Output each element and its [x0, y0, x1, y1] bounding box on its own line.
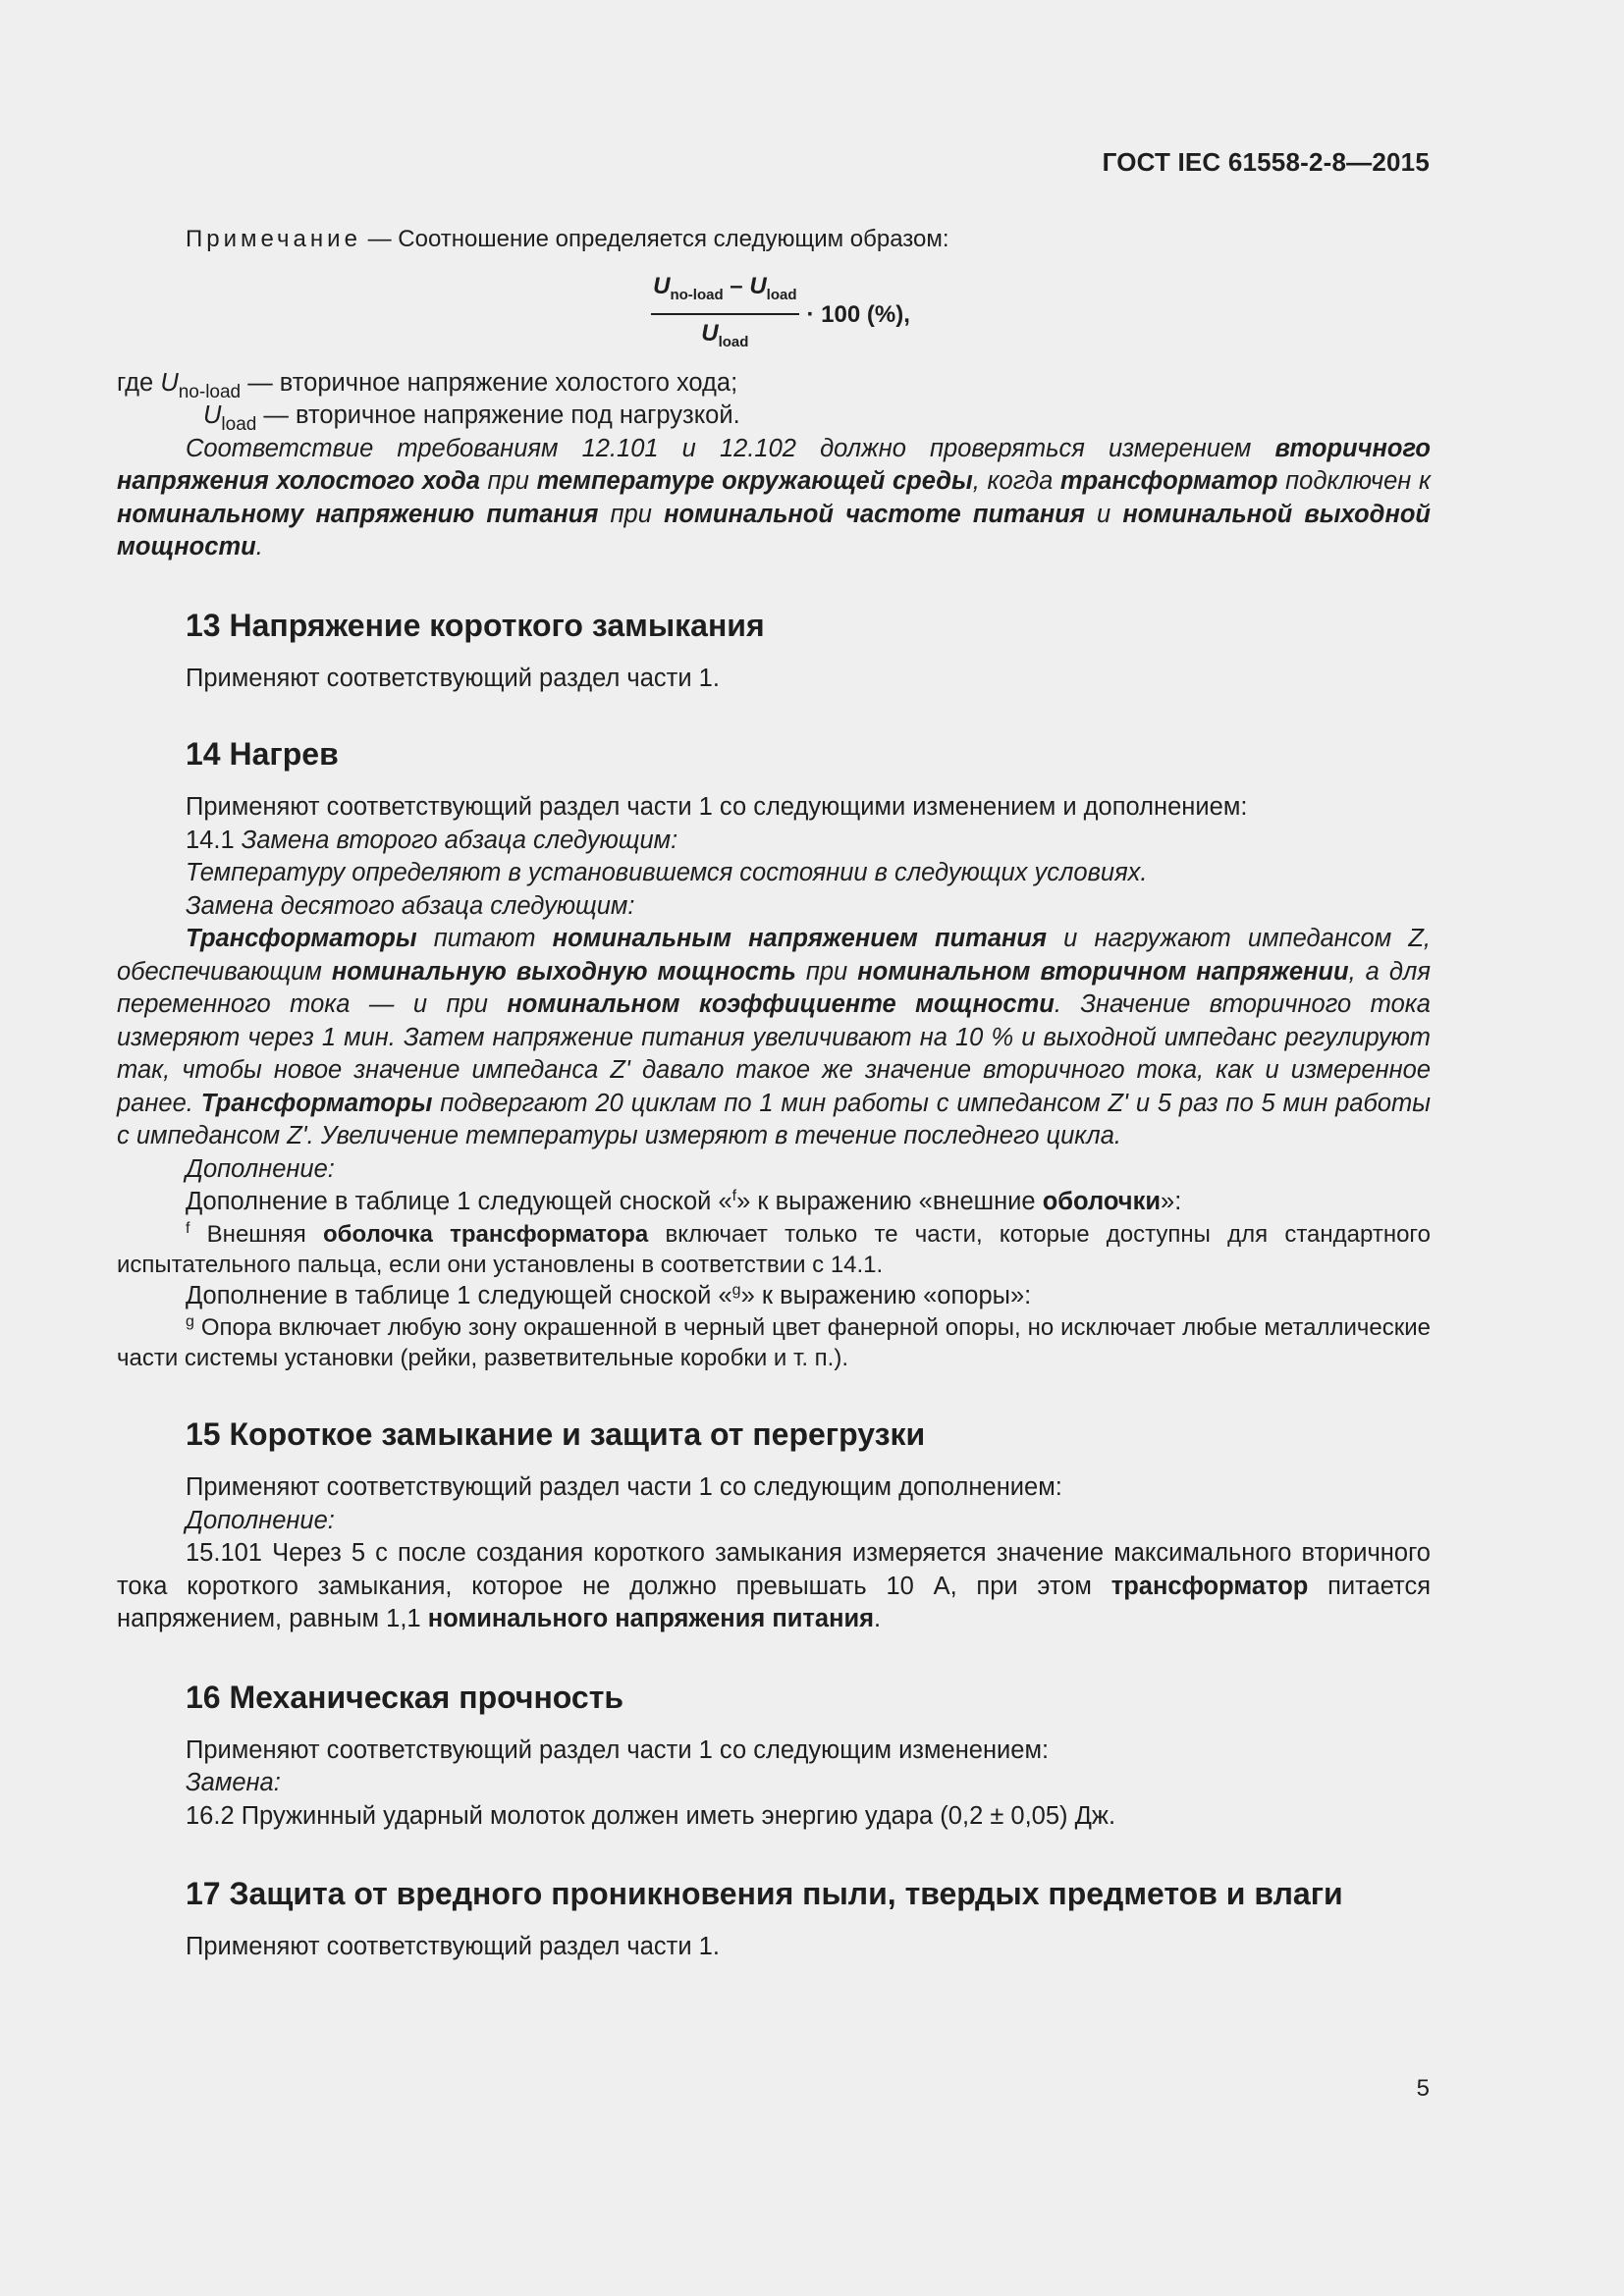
heating-test-paragraph: Трансформаторы питают номинальным напряжением питания и нагружают импедансом Z, обеспечивающим номинальную выходную мощность при номинальном вторичном напряжении, а для переменного тока — и при номинальном коэффициенте мощности. Значение вторичного тока измеряют через 1 мин. Затем напряжение питания увеличивают на 10 % и выходной импеданс регулируют так, чтобы новое значение импеданса Z' давало такое же значение вторичного тока, как и измеренное ранее. Трансформаторы подвергают 20 циклам по 1 мин работы с импедансом Z' и 5 раз по 5 мин работы с импедансом Z'. Увеличение температуры измеряют в течение последнего цикла.: [117, 925, 1432, 1150]
section-15-intro: Применяют соответствующий раздел части 1 со следующим дополнением:: [186, 1473, 1062, 1502]
clause-15-101: 15.101 Через 5 с после создания короткого замыкания измеряется значение максимального вторичного тока короткого замыкания, которое не должно превышать 10 А, при этом трансформатор питается напряжением, равным 1,1 номинального напряжения питания.: [117, 1539, 1432, 1633]
formula-fraction: [651, 270, 798, 359]
section-17-text: Применяют соответствующий раздел части 1.: [186, 1933, 720, 1961]
section-16-heading: 16 Механическая прочность: [186, 1679, 624, 1715]
addition-note: Дополнение:: [186, 1154, 335, 1183]
clause-14-1-text: Температуру определяют в установившемся состоянии в следующих условиях.: [186, 859, 1148, 887]
page-number: 5: [1416, 2075, 1430, 2102]
document-code-header: ГОСТ IEC 61558-2-8—2015: [1102, 147, 1430, 177]
footnote-g: $^g$ Опора включает любую зону окрашенной в черный цвет фанерной опоры, но исключает любые металлические части системы установки (рейки, разветвительные коробки и т. п.).: [117, 1313, 1431, 1372]
formula-multiplier: · 100 (%),: [806, 300, 910, 328]
section-15-addition: Дополнение:: [186, 1506, 335, 1534]
section-13-text: Применяют соответствующий раздел части 1.: [186, 664, 720, 692]
compliance-paragraph: Соответствие требованиям 12.101 и 12.102 должно проверяться измерением вторичного напряжения холостого хода при температуре окружающей среды, когда трансформатор подключен к номинальному напряжению питания при номинальной частоте питания и номинальной выходной мощности.: [117, 434, 1431, 561]
formula-numerator: $U_{no-load} - U_{load}$: [651, 270, 798, 315]
formula-denominator: $U_{load}$: [701, 320, 749, 351]
replacement-note: Замена десятого абзаца следующим:: [186, 891, 635, 920]
section-17-heading: 17 Защита от вредного проникновения пыли, твердых предметов и влаги: [186, 1876, 1343, 1912]
section-14-intro: Применяют соответствующий раздел части 1 со следующими изменением и дополнением:: [186, 793, 1248, 822]
section-16-replacement: Замена:: [186, 1769, 281, 1797]
where-line-noload: где $U_{no-load}$ — вторичное напряжение холостого хода;: [117, 368, 738, 402]
section-13-heading: 13 Напряжение короткого замыкания: [186, 607, 765, 643]
note-label: Примечание: [186, 226, 361, 252]
clause-14-1: 14.1 Замена второго абзаца следующим:: [186, 826, 678, 854]
section-16-intro: Применяют соответствующий раздел части 1 со следующим изменением:: [186, 1735, 1050, 1764]
where-line-load: $U_{load}$ — вторичное напряжение под нагрузкой.: [203, 401, 740, 436]
page-content: [117, 224, 1431, 1964]
footnote-f: $^f$ Внешняя оболочка трансформатора включает только те части, которые доступны для стандартного испытательного пальца, если они установлены в соответствии с 14.1.: [117, 1219, 1431, 1278]
note-paragraph: Примечание — Соотношение определяется следующим образом:: [186, 226, 949, 252]
table-footnote-g-intro: Дополнение в таблице 1 следующей сноской «$^g$» к выражению «опоры»:: [186, 1281, 1032, 1309]
table-footnote-f-intro: Дополнение в таблице 1 следующей сноской «$^f$» к выражению «внешние оболочки»:: [186, 1188, 1182, 1216]
ratio-formula: [117, 270, 1431, 359]
section-15-heading: 15 Короткое замыкание и защита от перегрузки: [186, 1416, 926, 1453]
clause-16-2: 16.2 Пружинный ударный молоток должен иметь энергию удара (0,2 ± 0,05) Дж.: [186, 1801, 1116, 1830]
section-14-heading: 14 Нагрев: [186, 736, 339, 773]
